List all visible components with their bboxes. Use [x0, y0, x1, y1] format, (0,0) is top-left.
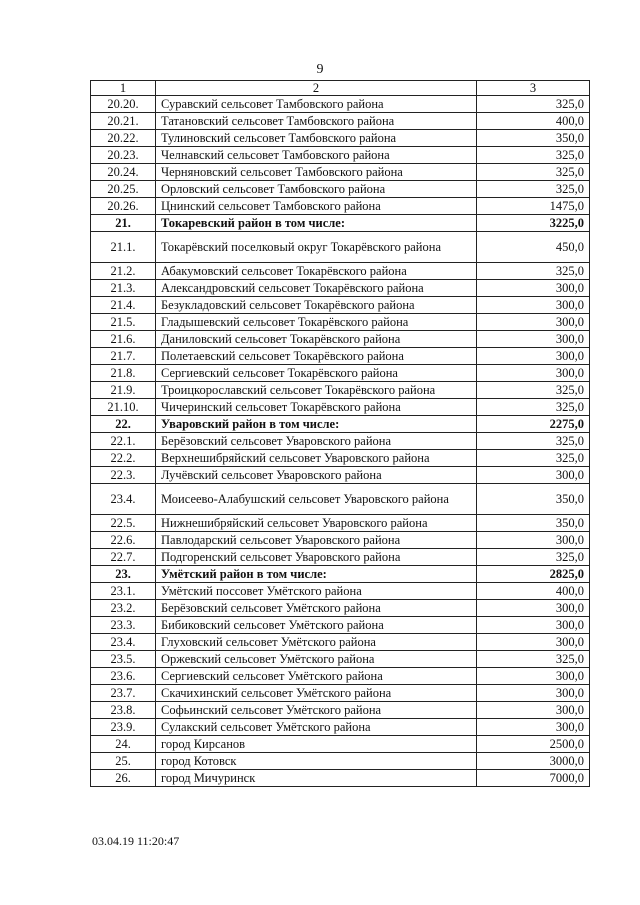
- row-name: Скачихинский сельсовет Умётского района: [156, 685, 477, 702]
- row-name: Уваровский район в том числе:: [156, 416, 477, 433]
- row-amount: 325,0: [477, 450, 590, 467]
- table-row: [91, 399, 590, 416]
- row-name: Черняновский сельсовет Тамбовского района: [156, 164, 477, 181]
- table-row: [91, 232, 590, 263]
- row-name: Токарёвский поселковый округ Токарёвского района: [156, 232, 477, 263]
- row-number: 21.3.: [91, 280, 156, 297]
- row-number: 22.2.: [91, 450, 156, 467]
- row-name: Сергиевский сельсовет Умётского района: [156, 668, 477, 685]
- row-amount: 325,0: [477, 651, 590, 668]
- row-amount: 2275,0: [477, 416, 590, 433]
- row-amount: 450,0: [477, 232, 590, 263]
- row-number: 23.9.: [91, 719, 156, 736]
- row-number: 20.20.: [91, 96, 156, 113]
- row-name: Абакумовский сельсовет Токарёвского района: [156, 263, 477, 280]
- table-row: [91, 147, 590, 164]
- row-number: 21.5.: [91, 314, 156, 331]
- row-name: Даниловский сельсовет Токарёвского района: [156, 331, 477, 348]
- row-name: Безукладовский сельсовет Токарёвского района: [156, 297, 477, 314]
- page-number: 9: [316, 62, 324, 77]
- row-name: Орловский сельсовет Тамбовского района: [156, 181, 477, 198]
- table-row: [91, 382, 590, 399]
- table-row: [91, 280, 590, 297]
- row-amount: 300,0: [477, 348, 590, 365]
- row-name: Берёзовский сельсовет Уваровского района: [156, 433, 477, 450]
- row-name: Нижнешибряйский сельсовет Уваровского района: [156, 515, 477, 532]
- row-name: Умётский поссовет Умётского района: [156, 583, 477, 600]
- row-amount: 400,0: [477, 113, 590, 130]
- row-name: Подгоренский сельсовет Уваровского района: [156, 549, 477, 566]
- table-row: [91, 736, 590, 753]
- header-cell-name: 2: [156, 81, 477, 96]
- row-amount: 2825,0: [477, 566, 590, 583]
- table-row: [91, 532, 590, 549]
- table-row: [91, 96, 590, 113]
- table-row: [91, 484, 590, 515]
- row-amount: 350,0: [477, 515, 590, 532]
- table-row: [91, 685, 590, 702]
- row-name: Сергиевский сельсовет Токарёвского района: [156, 365, 477, 382]
- row-number: 21.8.: [91, 365, 156, 382]
- row-amount: 300,0: [477, 702, 590, 719]
- row-number: 21.7.: [91, 348, 156, 365]
- row-amount: 2500,0: [477, 736, 590, 753]
- table-row: [91, 198, 590, 215]
- table-row: [91, 433, 590, 450]
- row-amount: 3000,0: [477, 753, 590, 770]
- row-amount: 350,0: [477, 484, 590, 515]
- row-name: Оржевский сельсовет Умётского района: [156, 651, 477, 668]
- row-amount: 325,0: [477, 96, 590, 113]
- row-amount: 300,0: [477, 685, 590, 702]
- row-amount: 325,0: [477, 433, 590, 450]
- row-name: город Кирсанов: [156, 736, 477, 753]
- row-number: 23.2.: [91, 600, 156, 617]
- table-row: [91, 702, 590, 719]
- table-row: [91, 668, 590, 685]
- row-number: 20.25.: [91, 181, 156, 198]
- row-name: Чичеринский сельсовет Токарёвского района: [156, 399, 477, 416]
- table-row: [91, 331, 590, 348]
- row-amount: 300,0: [477, 297, 590, 314]
- table-row: [91, 215, 590, 232]
- row-number: 21.: [91, 215, 156, 232]
- row-amount: 300,0: [477, 280, 590, 297]
- table-row: [91, 263, 590, 280]
- row-number: 21.10.: [91, 399, 156, 416]
- row-name: город Мичуринск: [156, 770, 477, 787]
- row-amount: 325,0: [477, 147, 590, 164]
- table-row: [91, 467, 590, 484]
- row-amount: 350,0: [477, 130, 590, 147]
- row-number: 20.22.: [91, 130, 156, 147]
- row-name: Лучёвский сельсовет Уваровского района: [156, 467, 477, 484]
- table-row: [91, 348, 590, 365]
- row-name: Троицкорославский сельсовет Токарёвского района: [156, 382, 477, 399]
- table-row: [91, 600, 590, 617]
- row-number: 22.7.: [91, 549, 156, 566]
- table-row: [91, 314, 590, 331]
- row-number: 21.2.: [91, 263, 156, 280]
- row-number: 20.24.: [91, 164, 156, 181]
- header-cell-number: 1: [91, 81, 156, 96]
- row-number: 22.6.: [91, 532, 156, 549]
- row-amount: 300,0: [477, 331, 590, 348]
- row-number: 21.9.: [91, 382, 156, 399]
- table-row: [91, 719, 590, 736]
- table-body: [91, 81, 590, 787]
- row-name: Павлодарский сельсовет Уваровского района: [156, 532, 477, 549]
- table-header-row: [91, 81, 590, 96]
- row-amount: 300,0: [477, 600, 590, 617]
- row-amount: 300,0: [477, 617, 590, 634]
- table-row: [91, 365, 590, 382]
- row-number: 23.4.: [91, 634, 156, 651]
- row-number: 20.21.: [91, 113, 156, 130]
- table-row: [91, 130, 590, 147]
- row-name: Сулакский сельсовет Умётского района: [156, 719, 477, 736]
- row-number: 23.5.: [91, 651, 156, 668]
- table-row: [91, 164, 590, 181]
- row-name: Гладышевский сельсовет Токарёвского района: [156, 314, 477, 331]
- row-amount: 300,0: [477, 668, 590, 685]
- row-amount: 7000,0: [477, 770, 590, 787]
- row-amount: 325,0: [477, 549, 590, 566]
- row-number: 26.: [91, 770, 156, 787]
- row-number: 23.7.: [91, 685, 156, 702]
- row-amount: 300,0: [477, 314, 590, 331]
- table-row: [91, 651, 590, 668]
- row-number: 23.4.: [91, 484, 156, 515]
- print-timestamp: 03.04.19 11:20:47: [92, 834, 180, 848]
- row-amount: 300,0: [477, 467, 590, 484]
- row-name: город Котовск: [156, 753, 477, 770]
- row-name: Цнинский сельсовет Тамбовского района: [156, 198, 477, 215]
- row-name: Берёзовский сельсовет Умётского района: [156, 600, 477, 617]
- row-amount: 300,0: [477, 532, 590, 549]
- row-number: 25.: [91, 753, 156, 770]
- row-name: Софьинский сельсовет Умётского района: [156, 702, 477, 719]
- row-name: Тулиновский сельсовет Тамбовского района: [156, 130, 477, 147]
- row-name: Полетаевский сельсовет Токарёвского района: [156, 348, 477, 365]
- row-number: 21.6.: [91, 331, 156, 348]
- row-number: 24.: [91, 736, 156, 753]
- row-amount: 300,0: [477, 719, 590, 736]
- table-row: [91, 113, 590, 130]
- table-row: [91, 566, 590, 583]
- row-amount: 300,0: [477, 365, 590, 382]
- row-number: 23.: [91, 566, 156, 583]
- table-row: [91, 515, 590, 532]
- row-amount: 325,0: [477, 181, 590, 198]
- row-amount: 3225,0: [477, 215, 590, 232]
- table-row: [91, 416, 590, 433]
- row-number: 23.8.: [91, 702, 156, 719]
- row-amount: 300,0: [477, 634, 590, 651]
- row-number: 21.1.: [91, 232, 156, 263]
- table-row: [91, 583, 590, 600]
- table-row: [91, 617, 590, 634]
- row-name: Татановский сельсовет Тамбовского района: [156, 113, 477, 130]
- row-name: Александровский сельсовет Токарёвского района: [156, 280, 477, 297]
- table-row: [91, 753, 590, 770]
- row-amount: 325,0: [477, 399, 590, 416]
- row-number: 22.5.: [91, 515, 156, 532]
- row-number: 23.6.: [91, 668, 156, 685]
- table-row: [91, 450, 590, 467]
- table-row: [91, 181, 590, 198]
- table-row: [91, 297, 590, 314]
- row-name: Токаревский район в том числе:: [156, 215, 477, 232]
- row-name: Глуховский сельсовет Умётского района: [156, 634, 477, 651]
- row-number: 22.: [91, 416, 156, 433]
- row-number: 22.1.: [91, 433, 156, 450]
- table-row: [91, 634, 590, 651]
- table-row: [91, 549, 590, 566]
- table-row: [91, 770, 590, 787]
- header-cell-amount: 3: [477, 81, 590, 96]
- row-name: Умётский район в том числе:: [156, 566, 477, 583]
- budget-table: [90, 80, 590, 787]
- row-amount: 400,0: [477, 583, 590, 600]
- row-number: 20.26.: [91, 198, 156, 215]
- row-name: Бибиковский сельсовет Умётского района: [156, 617, 477, 634]
- row-number: 23.1.: [91, 583, 156, 600]
- row-name: Моисеево-Алабушский сельсовет Уваровского района: [156, 484, 477, 515]
- row-number: 20.23.: [91, 147, 156, 164]
- row-amount: 325,0: [477, 263, 590, 280]
- row-number: 21.4.: [91, 297, 156, 314]
- row-amount: 1475,0: [477, 198, 590, 215]
- row-amount: 325,0: [477, 164, 590, 181]
- row-number: 23.3.: [91, 617, 156, 634]
- row-amount: 325,0: [477, 382, 590, 399]
- row-number: 22.3.: [91, 467, 156, 484]
- row-name: Суравский сельсовет Тамбовского района: [156, 96, 477, 113]
- row-name: Верхнешибряйский сельсовет Уваровского района: [156, 450, 477, 467]
- row-name: Челнавский сельсовет Тамбовского района: [156, 147, 477, 164]
